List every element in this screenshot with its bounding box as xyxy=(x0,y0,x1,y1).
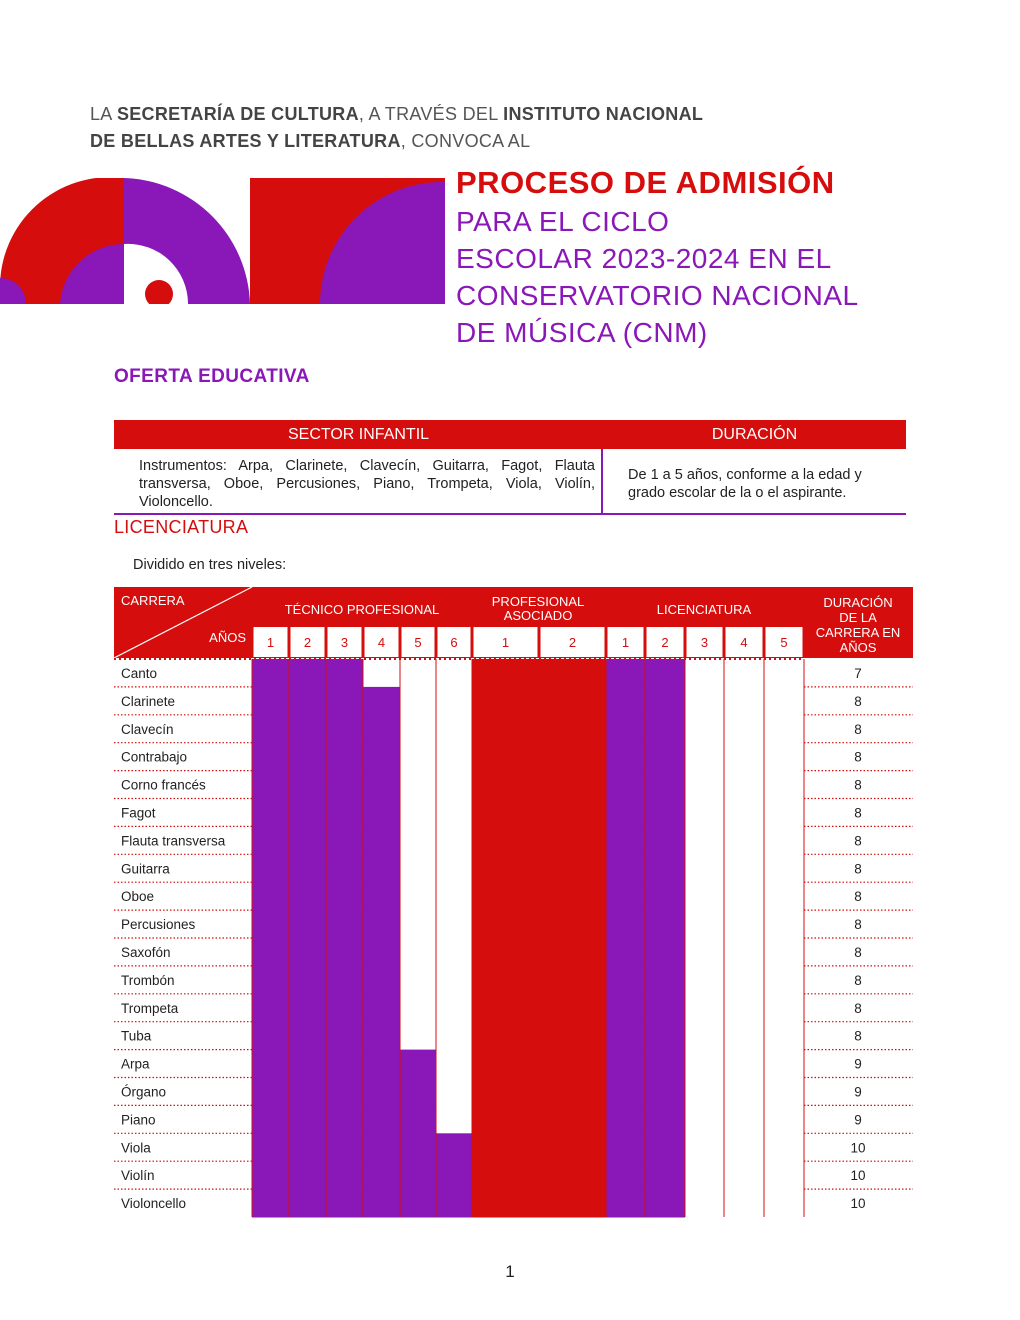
career-duration: 8 xyxy=(854,972,862,988)
section-heading-oferta: OFERTA EDUCATIVA xyxy=(114,366,310,387)
career-name: Clavecín xyxy=(121,721,174,737)
asociado-fill xyxy=(472,743,606,771)
year-number: 5 xyxy=(414,635,422,650)
career-name: Flauta transversa xyxy=(121,833,226,849)
sector-instruments-cell: Instrumentos: Arpa, Clarinete, Clavecín, Guitarra, Fagot, Flauta transversa, Oboe, Percusiones, Piano, Trompeta, Viola, Violín, Violoncello. xyxy=(114,449,603,513)
asociado-fill xyxy=(472,1189,606,1217)
career-name: Viola xyxy=(121,1140,151,1156)
dividido-text: Dividido en tres niveles: xyxy=(133,557,287,573)
tecnico-header: TÉCNICO PROFESIONAL xyxy=(284,602,440,617)
career-duration: 8 xyxy=(854,889,862,905)
career-duration: 8 xyxy=(854,1000,862,1016)
title-sub-line: DE MÚSICA (CNM) xyxy=(456,317,708,348)
intro-l1-b: SECRETARÍA DE CULTURA xyxy=(116,104,359,124)
intro-l2-b: , CONVOCA AL xyxy=(400,131,531,151)
career-duration: 8 xyxy=(854,861,862,877)
duracion-header: DE LA xyxy=(839,610,877,625)
year-number: 1 xyxy=(501,635,510,650)
career-duration: 8 xyxy=(854,693,862,709)
career-duration: 9 xyxy=(854,1084,862,1100)
career-duration: 10 xyxy=(850,1168,866,1184)
duracion-header: AÑOS xyxy=(839,640,877,655)
asociado-fill xyxy=(472,854,606,882)
year-number: 5 xyxy=(780,635,788,650)
career-duration: 9 xyxy=(854,1112,862,1128)
career-duration: 8 xyxy=(854,721,862,737)
intro-l1-d: INSTITUTO NACIONAL xyxy=(503,104,704,124)
career-name: Piano xyxy=(121,1112,156,1128)
intro-l2-a: DE BELLAS ARTES Y LITERATURA xyxy=(90,131,401,151)
year-number: 2 xyxy=(568,635,577,650)
carrera-header: CARRERA xyxy=(121,593,185,608)
asociado-fill xyxy=(472,1022,606,1050)
career-name: Violín xyxy=(121,1168,155,1184)
career-duration: 8 xyxy=(854,945,862,960)
asociado-fill xyxy=(472,1105,606,1133)
career-duration: 8 xyxy=(854,805,862,821)
career-name: Contrabajo xyxy=(121,749,188,765)
asociado-header: ASOCIADO xyxy=(503,608,573,623)
tecnico-fill xyxy=(252,1161,472,1189)
duracion-header: CARRERA EN xyxy=(815,625,901,640)
page-number: 1 xyxy=(505,1262,515,1281)
asociado-fill xyxy=(472,1050,606,1078)
title-sub-line: PARA EL CICLO xyxy=(456,206,670,237)
licenciatura-header: LICENCIATURA xyxy=(656,602,752,617)
asociado-fill xyxy=(472,799,606,827)
sector-duration-cell: De 1 a 5 años, conforme a la edad y grado escolar de la o el aspirante. xyxy=(628,467,862,501)
duracion-header: DURACIÓN xyxy=(823,595,893,610)
career-duration: 7 xyxy=(854,666,862,681)
asociado-fill xyxy=(472,1161,606,1189)
year-number: 1 xyxy=(266,635,275,650)
duracion-header-cell: DURACIÓN xyxy=(711,425,798,443)
career-name: Canto xyxy=(121,666,158,681)
career-name: Trompeta xyxy=(121,1000,179,1016)
asociado-fill xyxy=(472,1133,606,1161)
tecnico-fill xyxy=(252,659,363,687)
year-number: 3 xyxy=(340,635,349,650)
career-name: Saxofón xyxy=(121,945,171,960)
asociado-fill xyxy=(472,966,606,994)
asociado-fill xyxy=(472,687,606,715)
year-number: 4 xyxy=(740,635,748,650)
tecnico-fill xyxy=(252,1189,472,1217)
career-name: Tuba xyxy=(121,1028,152,1044)
title-main: PROCESO DE ADMISIÓN xyxy=(456,165,835,200)
tecnico-fill xyxy=(252,1105,436,1133)
sector-header-cell: SECTOR INFANTIL xyxy=(287,425,430,443)
asociado-fill xyxy=(472,882,606,910)
section-heading-licenciatura: LICENCIATURA xyxy=(114,517,249,537)
career-name: Guitarra xyxy=(121,861,170,877)
asociado-fill xyxy=(472,771,606,799)
anos-header: AÑOS xyxy=(209,630,246,645)
career-duration: 10 xyxy=(850,1140,866,1156)
career-duration: 8 xyxy=(854,917,862,933)
year-number: 2 xyxy=(303,635,312,650)
year-number: 6 xyxy=(450,635,458,650)
year-number: 1 xyxy=(621,635,630,650)
asociado-fill xyxy=(472,994,606,1022)
career-duration: 8 xyxy=(854,1028,862,1044)
career-duration: 8 xyxy=(854,749,862,765)
asociado-fill xyxy=(472,910,606,938)
career-name: Corno francés xyxy=(121,777,206,793)
year-number: 4 xyxy=(377,635,386,650)
career-name: Fagot xyxy=(121,805,156,821)
career-duration: 8 xyxy=(854,833,862,849)
career-duration: 9 xyxy=(854,1056,862,1072)
career-name: Percusiones xyxy=(121,917,196,933)
asociado-fill xyxy=(472,938,606,966)
intro-l1-a: LA xyxy=(90,104,117,124)
asociado-header: PROFESIONAL xyxy=(491,594,585,609)
career-name: Clarinete xyxy=(121,693,176,709)
year-number: 3 xyxy=(700,635,709,650)
asociado-fill xyxy=(472,715,606,743)
tecnico-fill xyxy=(252,1078,436,1106)
title-sub-line: CONSERVATORIO NACIONAL xyxy=(456,280,859,311)
intro-l1-c: , A TRAVÉS DEL xyxy=(358,104,504,124)
tecnico-fill xyxy=(252,1050,436,1078)
year-number: 2 xyxy=(661,635,669,650)
asociado-fill xyxy=(472,659,606,687)
career-duration: 10 xyxy=(850,1196,866,1212)
career-name: Trombón xyxy=(121,972,175,988)
career-name: Oboe xyxy=(121,889,155,905)
title-sub-line: ESCOLAR 2023-2024 EN EL xyxy=(456,243,832,274)
asociado-fill xyxy=(472,826,606,854)
career-duration: 8 xyxy=(854,777,862,793)
tecnico-fill xyxy=(252,1133,472,1161)
career-name: Arpa xyxy=(121,1056,150,1072)
career-name: Violoncello xyxy=(121,1196,187,1212)
career-name: Órgano xyxy=(121,1084,167,1100)
asociado-fill xyxy=(472,1078,606,1106)
